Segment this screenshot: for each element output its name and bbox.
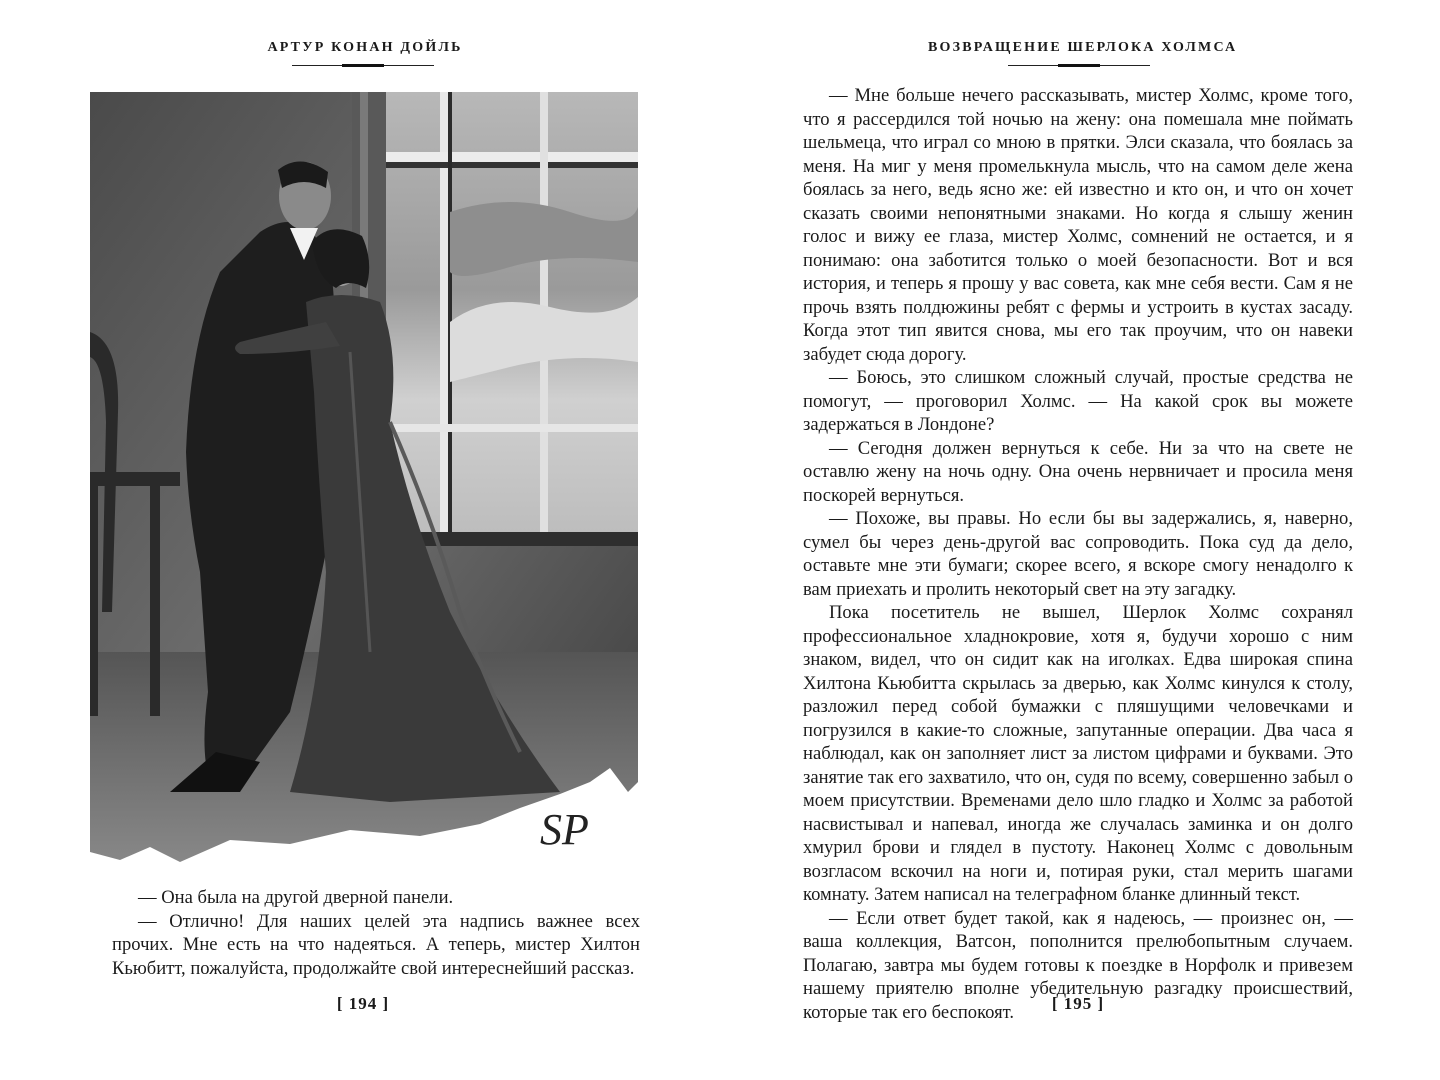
right-page [720,0,1440,1080]
paragraph: — Отлично! Для наших целей эта надпись важнее всех прочих. Мне есть на что надеяться. А теперь, мистер Хилтон Кьюбитт, пожалуйста, продолжайте свой интереснейший рассказ. [112,910,640,979]
paragraph: Пока посетитель не вышел, Шерлок Холмс сохранял профессиональное хладнокровие, хотя я, будучи хорошо с ним знаком, видел, что он сидит как на иголках. Едва широкая спина Хилтона Кьюбитта скрылась за дверью, как Холмс кинулся к столу, разложил перед собой бумажки с пляшущими человечками и погрузился в какие-то сложные, запутанные операции. Два часа я наблюдал, как он заполняет лист за листом цифрами и буквами. Это занятие так его захватило, что он, судя по всему, совершенно забыл о моем присутствии. Временами дело шло гладко и Холмс за работой насвистывал и напевал, иногда же случалась заминка и он долго хмурил брови и глядел в пустоту. Наконец Холмс с довольным возгласом вскочил на ноги и, потирая руки, стал мерить шагами комнату. Затем написал на телеграфном бланке длинный текст. [803,602,1353,905]
page-number-right: [ 195 ] [1051,994,1105,1013]
running-head-left: АРТУР КОНАН ДОЙЛЬ [267,40,463,55]
illustrator-signature: SP [540,805,589,854]
paragraph: — Боюсь, это слишком сложный случай, простые средства не помогут, — проговорил Холмс. — На какой срок вы можете задержаться в Лондоне? [803,367,1353,435]
paragraph: — Мне больше нечего рассказывать, мистер Холмс, кроме того, что я рассердился той ночью на жену: она помешала мне поймать шельмеца, что играл со мною в прятки. Элси сказала, что боялась за меня. На миг у меня промелькнула мысль, что на самом деле жена боялась за него, ведь ясно же: ей известно и кто он, и что он хочет сказать своими непонятными знаками. Но когда я слышу женин голос и вижу ее глаза, мистер Холмс, сомнений не остается, и я понимаю: она заботится только о моей безопасности. Вот и вся история, и теперь я прошу у вас совета, как мне себя вести. Сам я не прочь взять полдюжины ребят с фермы и устроить в кустах засаду. Когда этот тип явится снова, мы его так проучим, что он навеки забудет сюда дорогу. [803,85,1353,365]
illustration [90,92,638,872]
window [380,92,638,546]
running-head-right: ВОЗВРАЩЕНИЕ ШЕРЛОКА ХОЛМСА [928,40,1238,55]
head-rule-right [1008,64,1150,68]
paragraph: — Она была на другой дверной панели. [138,887,454,908]
right-text-block [803,84,1353,1024]
page-number-left: [ 194 ] [336,994,390,1013]
illustration-drawing [90,92,638,872]
paragraph: — Похоже, вы правы. Но если бы вы задержались, я, наверно, сумел бы через день-другой вас сопроводить. Пока суд да дело, оставьте мне эти бумаги; скорее всего, я вскоре смогу ненадолго к вам приехать и пролить некоторый свет на эту загадку. [803,508,1353,600]
paragraph: — Сегодня должен вернуться к себе. Ни за что на свете не оставлю жену на ночь одну. Она очень нервничает и просила меня поскорей вернуться. [803,437,1353,506]
paragraph: — Если ответ будет такой, как я надеюсь, — произнес он, — ваша коллекция, Ватсон, пополнится прелюбопытным случаем. Полагаю, завтра мы будем готовы к поездке в Норфолк и привезем нашему приятелю вполне убедительную разгадку происшествий, которые так его беспокоят. [803,907,1353,1023]
head-rule-left [292,64,434,68]
left-text-block [112,886,640,980]
